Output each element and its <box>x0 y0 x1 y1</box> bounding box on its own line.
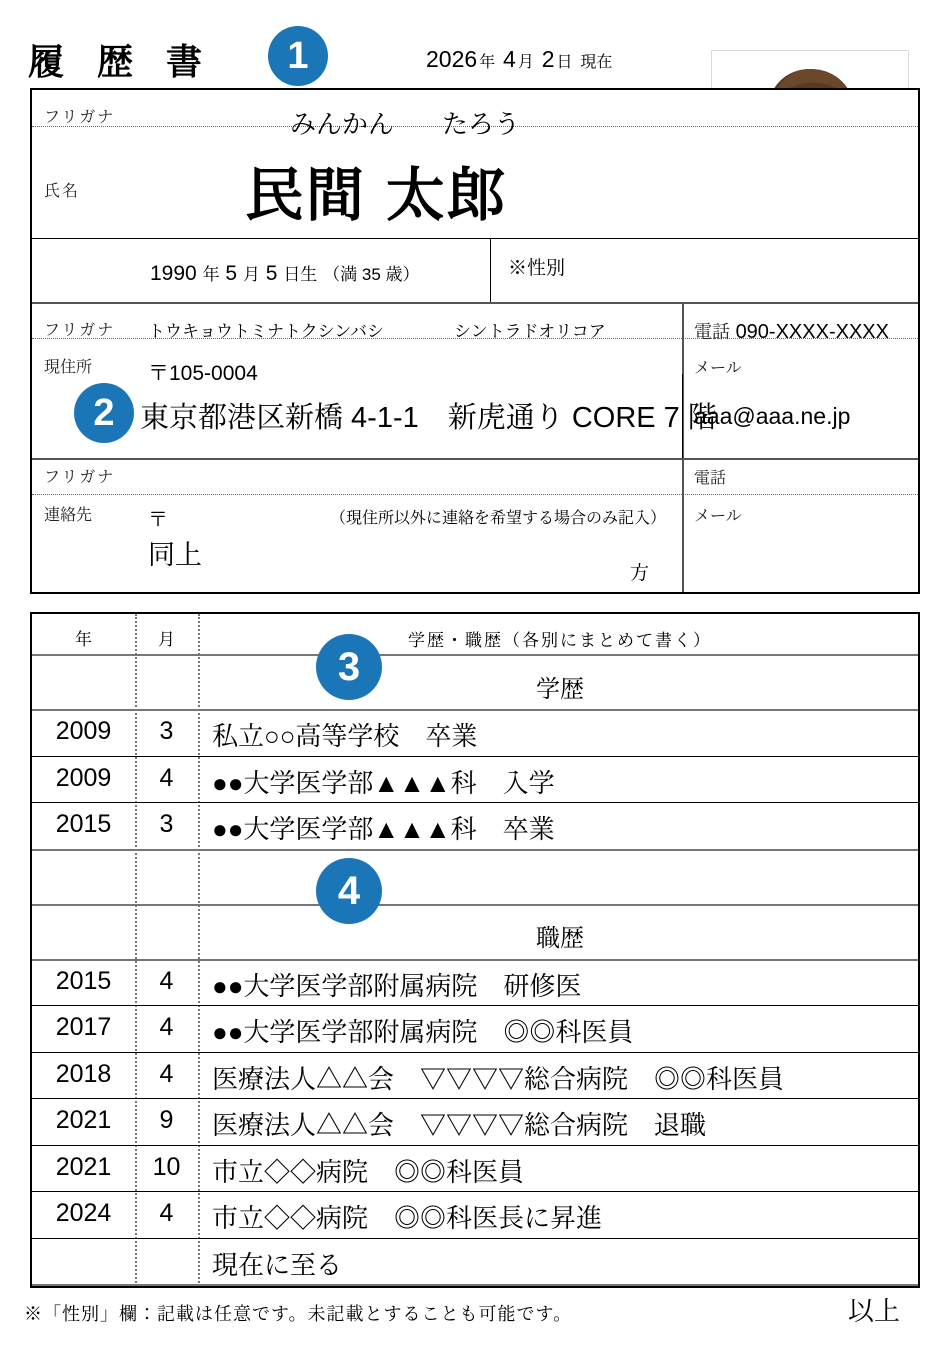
cell-description[interactable]: 市立◇◇病院 ◎◎科医員 <box>212 1156 525 1187</box>
current-address-label: 現住所 <box>44 359 93 376</box>
cell-description[interactable]: 私立○○高等学校 卒業 <box>212 721 478 752</box>
home-phone-label: 電話 <box>694 322 730 342</box>
furigana-address-part2: シントラドオリコア <box>454 322 606 342</box>
table-row[interactable] <box>32 1098 918 1145</box>
cell-month[interactable]: 3 <box>159 810 174 839</box>
date-year-unit: 年 <box>479 54 496 71</box>
cell-month[interactable]: 3 <box>159 717 174 746</box>
postal-code[interactable]: 〒105-0004 <box>148 362 258 385</box>
badge-2: 2 <box>74 383 134 443</box>
birth-day: 5 <box>265 262 278 285</box>
badge-3: 3 <box>316 634 382 700</box>
contact-mail-label: メール <box>694 508 742 525</box>
table-row[interactable] <box>32 1052 918 1099</box>
address-line[interactable]: 東京都港区新橋 4-1-1 新虎通り CORE 7 階 <box>140 402 717 434</box>
cell-year[interactable]: 2024 <box>55 1199 112 1228</box>
furigana-address-label: フリガナ <box>44 322 116 339</box>
table-row[interactable] <box>32 1238 918 1285</box>
cell-end-mark[interactable]: 以上 <box>847 1296 900 1327</box>
cell-year[interactable]: 2015 <box>55 966 112 995</box>
home-mail-value[interactable]: aaa@aaa.ne.jp <box>694 403 851 429</box>
birth-date <box>150 260 420 286</box>
table-row[interactable] <box>32 654 918 709</box>
cell-month[interactable]: 10 <box>152 1152 181 1181</box>
birth-age: （満 35 歳） <box>323 265 420 284</box>
table-row[interactable] <box>32 904 918 959</box>
date-day: 2 <box>541 46 555 72</box>
rule-furigana-contact <box>32 494 918 495</box>
cell-month[interactable]: 4 <box>159 966 174 995</box>
birth-year: 1990 <box>150 262 197 285</box>
cell-year[interactable]: 2009 <box>55 717 112 746</box>
birth-month-unit: 月 <box>242 265 260 284</box>
name-label: 氏名 <box>44 183 81 200</box>
cell-year[interactable]: 2017 <box>55 1013 112 1042</box>
furigana-name-value <box>290 104 520 141</box>
contact-note: （現住所以外に連絡を希望する場合のみ記入） <box>330 510 667 527</box>
table-row[interactable] <box>32 756 918 803</box>
cell-description[interactable]: 市立◇◇病院 ◎◎科医長に昇進 <box>212 1203 603 1234</box>
rule-gender-left <box>490 238 491 302</box>
home-phone-row <box>694 318 889 344</box>
badge-4: 4 <box>316 858 382 924</box>
furigana-address-value <box>148 317 606 342</box>
date-month-unit: 月 <box>517 54 534 71</box>
gender-label: ※性別 <box>508 258 566 279</box>
cell-month[interactable]: 4 <box>159 1013 174 1042</box>
cell-description[interactable]: ●●大学医学部▲▲▲科 卒業 <box>212 814 555 845</box>
cell-description[interactable]: ●●大学医学部▲▲▲科 入学 <box>212 767 555 798</box>
date-day-unit: 日 <box>556 54 573 71</box>
furigana-contact-label: フリガナ <box>44 469 116 486</box>
furigana-name-label: フリガナ <box>44 109 116 126</box>
contact-label: 連絡先 <box>44 507 93 524</box>
table-row[interactable] <box>32 802 918 849</box>
table-row[interactable] <box>32 1191 918 1238</box>
table-row[interactable] <box>32 1145 918 1192</box>
furigana-sei: みんかん <box>290 110 395 140</box>
cell-year[interactable]: 2009 <box>55 763 112 792</box>
document-date <box>425 46 613 73</box>
rule-birth-bottom <box>32 302 918 304</box>
table-row[interactable] <box>32 849 918 904</box>
cell-description[interactable]: 医療法人△△会 ▽▽▽▽総合病院 退職 <box>212 1110 707 1141</box>
cell-description[interactable]: ●●大学医学部附属病院 研修医 <box>212 970 582 1001</box>
date-suffix: 現在 <box>580 54 613 71</box>
cell-description[interactable]: 医療法人△△会 ▽▽▽▽総合病院 ◎◎科医員 <box>212 1063 785 1094</box>
home-mail-label: メール <box>694 360 742 377</box>
applicant-name: 民間 太郎 <box>245 163 509 228</box>
contact-phone-label: 電話 <box>694 470 727 487</box>
cell-section-heading[interactable]: 学歴 <box>536 675 584 703</box>
cell-month[interactable]: 4 <box>159 1059 174 1088</box>
date-month: 4 <box>503 46 516 72</box>
contact-kata-label: 方 <box>630 563 650 584</box>
column-header-title: 学歴・職歴（各別にまとめて書く） <box>408 631 712 650</box>
cell-month[interactable]: 4 <box>159 1199 174 1228</box>
column-header-month: 月 <box>158 630 175 649</box>
cell-description[interactable]: ●●大学医学部附属病院 ◎◎科医員 <box>212 1017 634 1048</box>
history-header-row <box>32 614 918 654</box>
contact-postal-mark: 〒 <box>148 509 168 531</box>
table-row[interactable] <box>32 1005 918 1052</box>
furigana-address-part1: トウキョウトミナトクシンバシ <box>148 322 385 342</box>
cell-description[interactable]: 現在に至る <box>212 1249 343 1280</box>
cell-month[interactable]: 4 <box>159 763 174 792</box>
table-row[interactable] <box>32 959 918 1006</box>
cell-year[interactable]: 2018 <box>55 1059 112 1088</box>
cell-month[interactable]: 9 <box>159 1106 174 1135</box>
furigana-mei: たろう <box>442 110 521 140</box>
cell-section-heading[interactable]: 職歴 <box>536 925 584 952</box>
table-row[interactable] <box>32 709 918 756</box>
rule-name-bottom <box>32 238 918 239</box>
birth-year-unit: 年 <box>202 265 220 284</box>
page-title: 履 歴 書 <box>28 42 215 82</box>
cell-year[interactable]: 2021 <box>55 1106 112 1135</box>
contact-value[interactable]: 同上 <box>148 540 202 570</box>
cell-year[interactable]: 2021 <box>55 1152 112 1181</box>
home-phone-value[interactable]: 090-XXXX-XXXX <box>735 321 889 343</box>
column-header-year: 年 <box>75 630 92 649</box>
date-year: 2026 <box>426 46 478 72</box>
cell-year[interactable]: 2015 <box>55 810 112 839</box>
badge-1: 1 <box>268 26 328 86</box>
birth-month: 5 <box>225 262 238 285</box>
footnote: ※「性別」欄：記載は任意です。未記載とすることも可能です。 <box>24 1304 573 1324</box>
rule-address-bottom <box>32 458 918 460</box>
birth-day-unit: 日生 <box>283 265 318 284</box>
